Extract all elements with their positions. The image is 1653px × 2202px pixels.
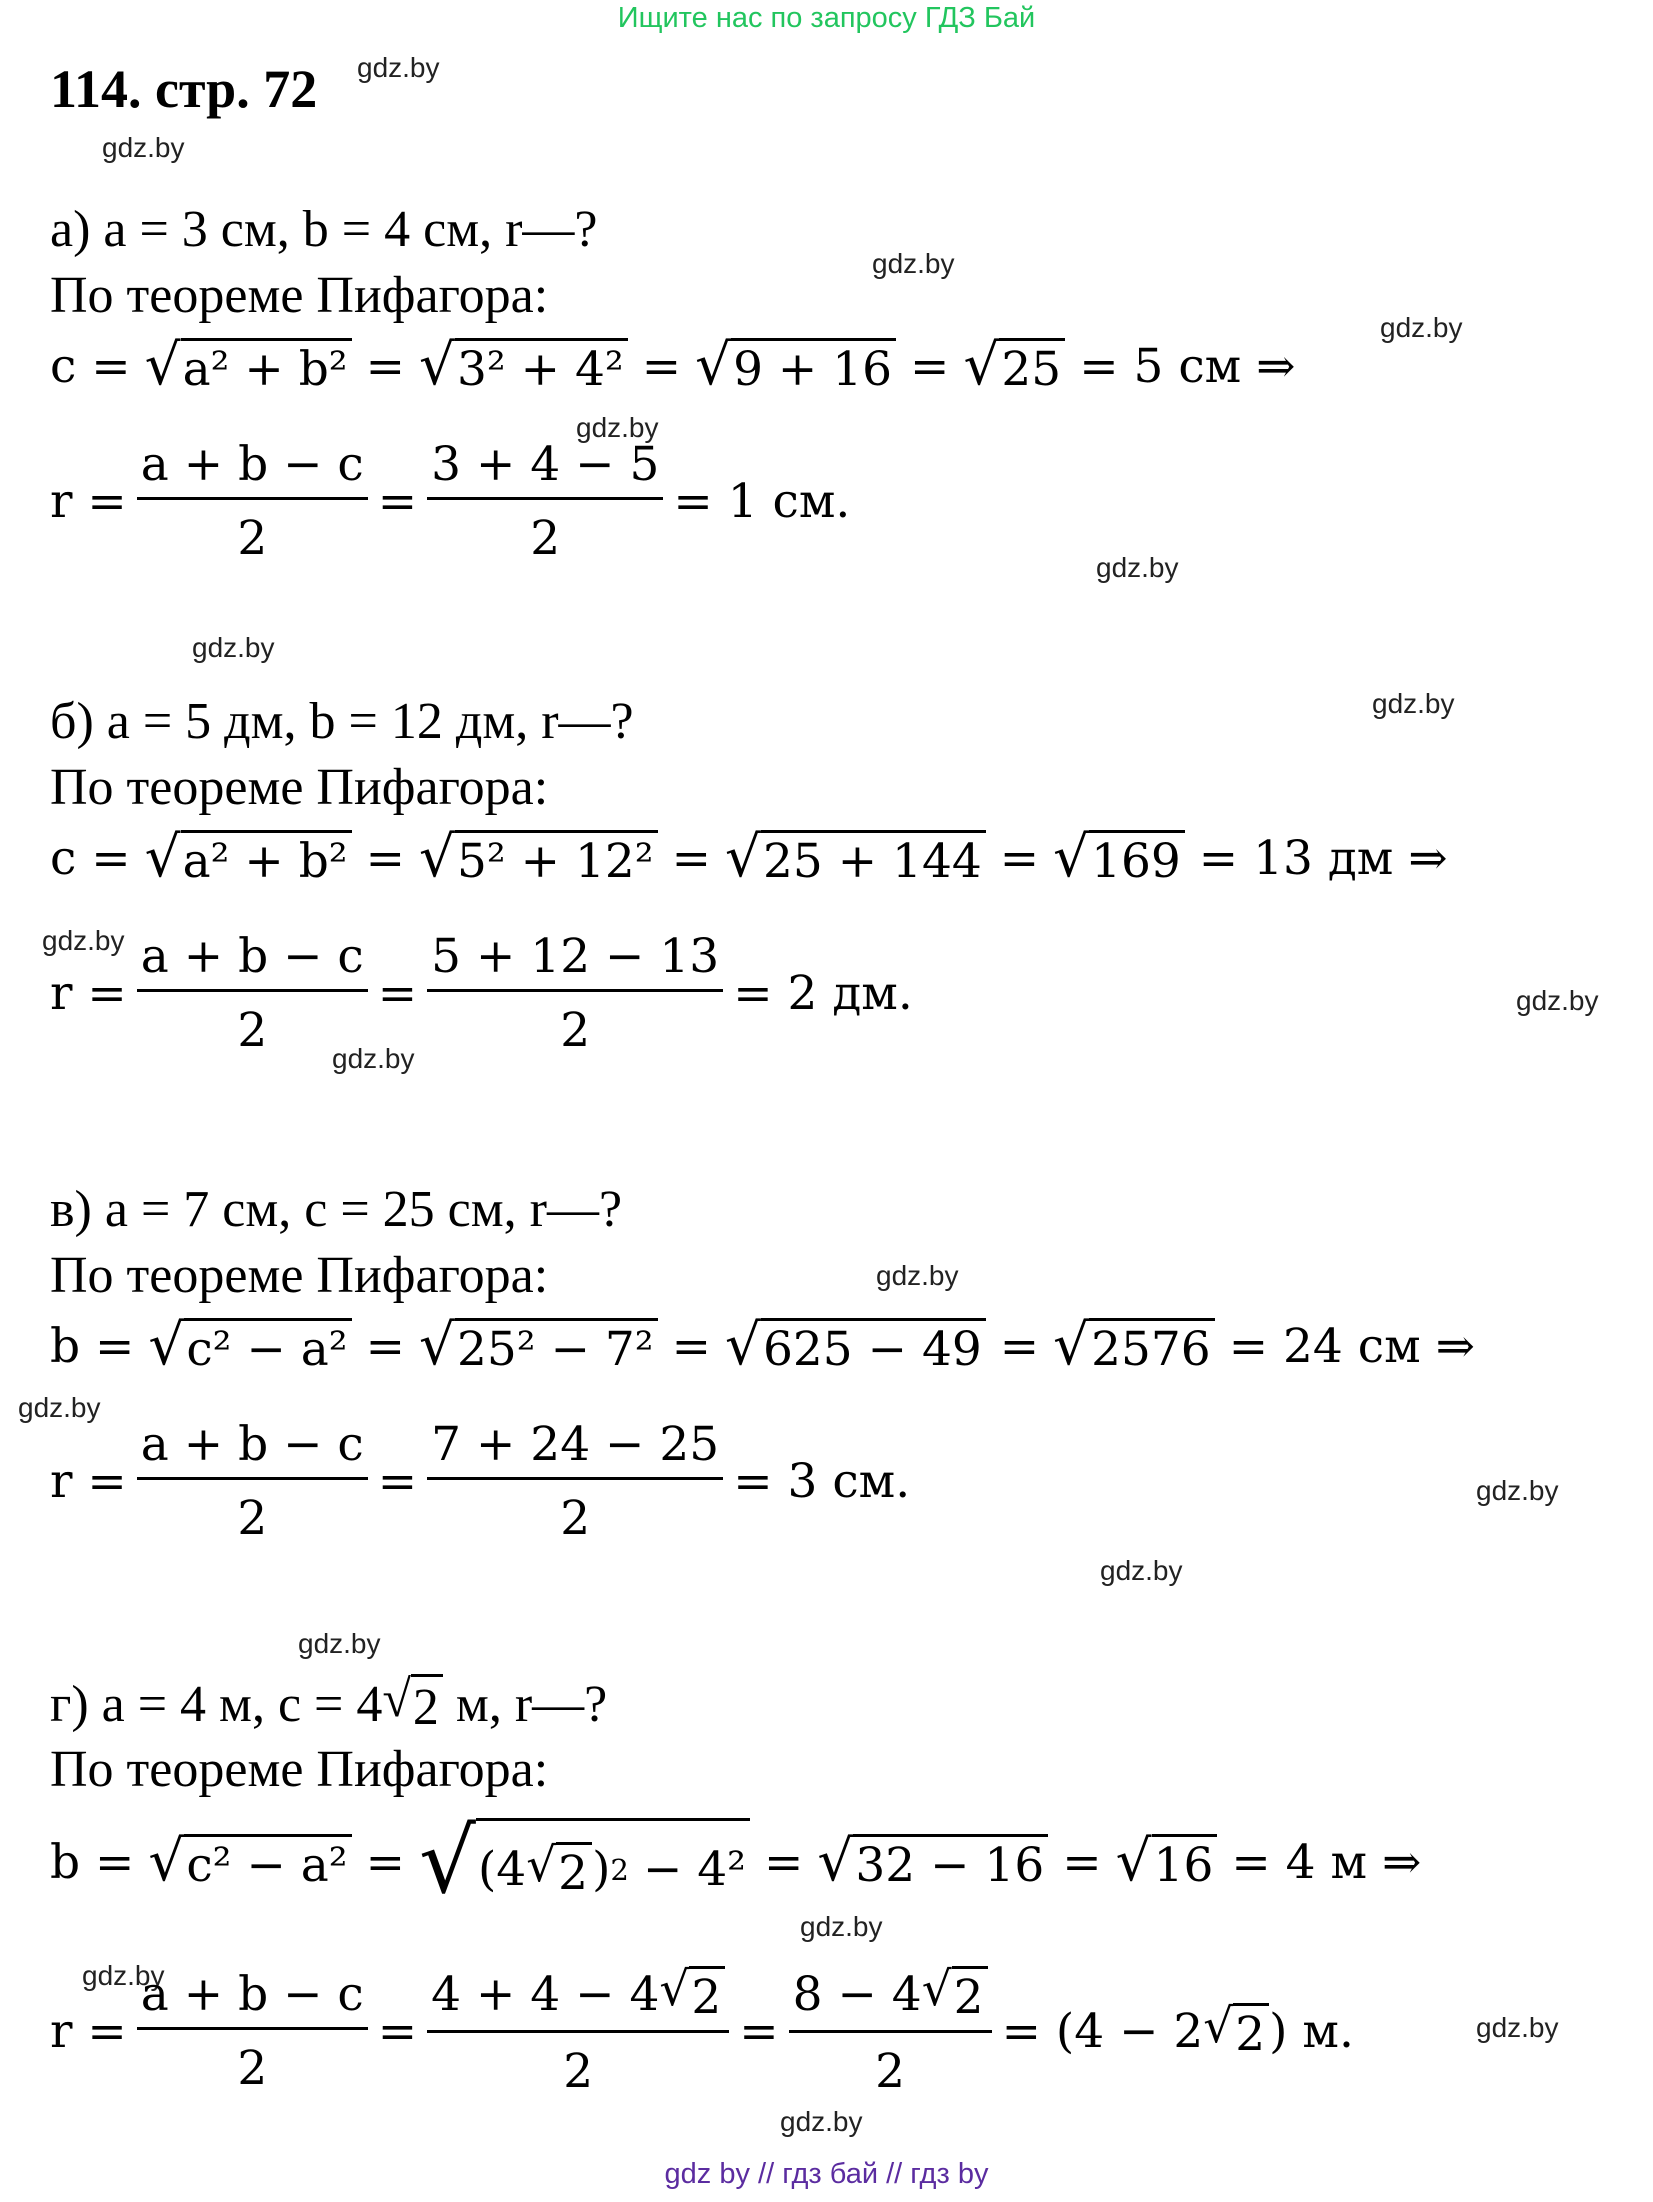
part-b-radius-equation: r = $\frac{a + b - c}{2}$ = $\frac{5 + 12 - 13}{2}$ = 2 дм.: [50, 929, 913, 1059]
equation-result: = 2 дм.: [733, 966, 913, 1022]
watermark: gdz.by: [332, 1043, 415, 1074]
fraction: $\frac{a + b - c}{2}$: [137, 440, 368, 564]
part-c-radius-equation: r = $\frac{a + b - c}{2}$ = $\frac{7 + 24 - 25}{2}$ = 3 см.: [50, 1417, 911, 1547]
watermark: gdz.by: [576, 412, 659, 443]
equation-lhs: b =: [50, 1835, 135, 1891]
fraction: $\frac{5 + 12 - 13}{2}$: [427, 932, 723, 1056]
watermark: gdz.by: [1476, 1475, 1559, 1506]
part-d-leg-equation: b = √ c² − a² = √ (4 √ 2 ) 2 − 4² = √ 32 − 16 = √ 16 = 4 м ⇒: [50, 1810, 1422, 1914]
fraction: $\frac{a + b - c}{2}$: [137, 932, 368, 1056]
sqrt-expression: √ 32 − 16: [817, 1834, 1048, 1890]
equation-lhs: r =: [50, 474, 127, 530]
part-a-hypotenuse-equation: c = √ a² + b² = √ 3² + 4² = √ 9 + 16 = √ 25 = 5 см ⇒: [50, 333, 1296, 398]
watermark: gdz.by: [780, 2106, 863, 2137]
part-a-given: а) a = 3 см, b = 4 см, r—?: [50, 201, 598, 258]
part-a-radius-equation: r = $\frac{a + b - c}{2}$ = $\frac{3 + 4 - 5}{2}$ = 1 см.: [50, 437, 851, 567]
fraction: $\frac{a + b - c}{2}$: [137, 1970, 368, 2094]
equation-result: = 5 см ⇒: [1079, 338, 1296, 394]
equation-lhs: r =: [50, 1454, 127, 1510]
equation-lhs: b =: [50, 1318, 135, 1374]
sqrt-expression: √ 25: [963, 338, 1065, 394]
exercise-title: 114. стр. 72: [50, 59, 318, 119]
sqrt-expression: √ 9 + 16: [695, 338, 896, 394]
watermark: gdz.by: [82, 1960, 165, 1991]
equation-result: = (4 − 2 √ 2 ) м.: [1001, 1999, 1354, 2063]
watermark: gdz.by: [1476, 2012, 1559, 2043]
sqrt-expression: √ 2: [382, 1674, 443, 1736]
watermark: gdz.by: [42, 925, 125, 956]
watermark: gdz.by: [872, 248, 955, 279]
watermark: gdz.by: [1372, 688, 1455, 719]
watermark: gdz.by: [1380, 312, 1463, 343]
bottom-banner: gdz by // гдз бай // гдз by: [664, 2158, 989, 2190]
theorem-line: По теореме Пифагора:: [50, 1247, 549, 1304]
fraction: $\frac{3 + 4 - 5}{2}$: [427, 440, 663, 564]
equation-lhs: c =: [50, 338, 131, 394]
fraction: 8 − 4 √ 2 2: [789, 1966, 992, 2097]
part-c-given: в) a = 7 см, c = 25 см, r—?: [50, 1181, 623, 1238]
big-sqrt-expression: √ (4 √ 2 ) 2 − 4²: [419, 1818, 750, 1907]
part-d-given: г) a = 4 м, c = 4 √ 2 м, r—?: [50, 1671, 608, 1736]
watermark: gdz.by: [102, 132, 185, 163]
sqrt-expression: √ 2: [659, 1966, 725, 2022]
sqrt-expression: √ 16: [1116, 1834, 1218, 1890]
fraction: 4 + 4 − 4 √ 2 2: [427, 1966, 729, 2097]
fraction: $\frac{7 + 24 - 25}{2}$: [427, 1420, 723, 1544]
sqrt-expression: √ 25² − 7²: [419, 1318, 658, 1374]
equation-lhs: c =: [50, 830, 131, 886]
theorem-line: По теореме Пифагора:: [50, 759, 549, 816]
sqrt-expression: √ 2: [526, 1842, 592, 1898]
watermark: gdz.by: [18, 1392, 101, 1423]
part-d-radius-equation: r = $\frac{a + b - c}{2}$ = 4 + 4 − 4 √ 2 2 = 8 − 4 √ 2 2 = (4 − 2 √ 2 ) м.: [50, 1962, 1354, 2100]
watermark: gdz.by: [298, 1628, 381, 1659]
part-b-hypotenuse-equation: c = √ a² + b² = √ 5² + 12² = √ 25 + 144 = √ 169 = 13 дм ⇒: [50, 825, 1448, 890]
watermark: gdz.by: [1096, 552, 1179, 583]
watermark: gdz.by: [1100, 1555, 1183, 1586]
equation-lhs: r =: [50, 2003, 127, 2059]
theorem-line: По теореме Пифагора:: [50, 1741, 549, 1798]
watermark: gdz.by: [800, 1911, 883, 1942]
sqrt-expression: √ 25 + 144: [725, 830, 986, 886]
part-b-given: б) a = 5 дм, b = 12 дм, r—?: [50, 693, 634, 750]
sqrt-expression: √ 2576: [1053, 1318, 1215, 1374]
sqrt-expression: √ a² + b²: [145, 830, 352, 886]
watermark: gdz.by: [192, 632, 275, 663]
equation-result: = 13 дм ⇒: [1198, 830, 1448, 886]
top-banner: Ищите нас по запросу ГДЗ Бай: [617, 2, 1036, 34]
sqrt-expression: √ 2: [922, 1966, 988, 2022]
sqrt-expression: √ a² + b²: [145, 338, 352, 394]
equation-result: = 24 см ⇒: [1228, 1318, 1475, 1374]
equation-result: = 4 м ⇒: [1231, 1835, 1422, 1891]
theorem-line: По теореме Пифагора:: [50, 267, 549, 324]
fraction: $\frac{a + b - c}{2}$: [137, 1420, 368, 1544]
equation-lhs: r =: [50, 966, 127, 1022]
sqrt-expression: √ c² − a²: [148, 1834, 351, 1890]
equation-result: = 1 см.: [673, 474, 851, 530]
equation-result: = 3 см.: [733, 1454, 911, 1510]
watermark: gdz.by: [1516, 985, 1599, 1016]
part-c-leg-equation: b = √ c² − a² = √ 25² − 7² = √ 625 − 49 = √ 2576 = 24 см ⇒: [50, 1313, 1475, 1378]
sqrt-expression: √ 169: [1053, 830, 1185, 886]
sqrt-expression: √ 5² + 12²: [419, 830, 658, 886]
sqrt-expression: √ c² − a²: [148, 1318, 351, 1374]
sqrt-expression: √ 625 − 49: [725, 1318, 986, 1374]
sqrt-expression: √ 3² + 4²: [419, 338, 628, 394]
watermark: gdz.by: [357, 52, 440, 83]
sqrt-expression: √ 2: [1203, 2003, 1269, 2059]
watermark: gdz.by: [876, 1260, 959, 1291]
